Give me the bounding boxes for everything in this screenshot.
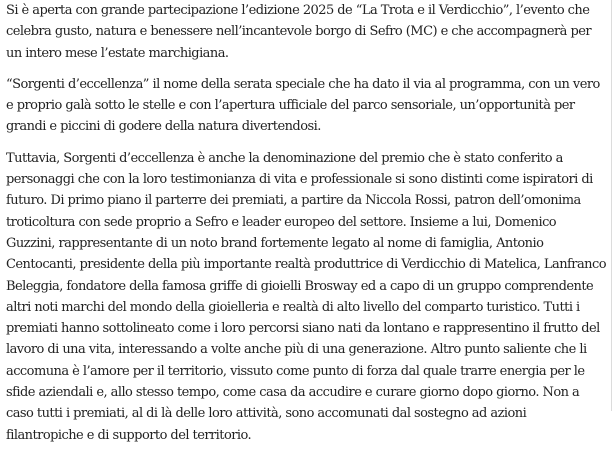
article-paragraph-2: “Sorgenti d’eccellenza” il nome della serata speciale che ha dato il via al programma, con un vero e proprio galà sotto le stelle e con l’apertura ufficiale del parco sensoriale, un’opportunità per grandi e piccini di godere della natura divertendosi.	[6, 76, 600, 135]
article-body	[6, 0, 606, 456]
article-paragraph-1: Si è aperta con grande partecipazione l’edizione 2025 de “La Trota e il Verdicchio”, l’evento che celebra gusto, natura e benessere nell’incantevole borgo di Sefro (MC) e che accompagnerà per un intero mese l’estate marchigiana.	[6, 3, 592, 61]
article-paragraph-3: Tuttavia, Sorgenti d’eccellenza è anche la denominazione del premio che è stato conferito a personaggi che con la loro testimonianza di vita e professionale si sono distinti come ispiratori di futuro. Di primo piano il parterre dei premiati, a partire da Niccola Rossi, patron dell’omonima troticoltura con sede proprio a Sefro e leader europeo del settore. Insieme a lui, Domenico Guzzini, rappresentante di un noto brand fortemente legato al nome di famiglia, Antonio Centocanti, presidente della più importante realtà produttrice di Verdicchio di Matelica, Lanfranco Beleggia, fondatore della famosa griffe di gioielli Brosway ed a capo di un gruppo comprendente altri noti marchi del mondo della gioielleria e realtà di alto livello del comparto turistico. Tutti i premiati hanno sottolineato come i loro percorsi siano nati da lontano e rappresentino il frutto del lavoro di una vita, interessando a volte anche più di una generazione. Altro punto saliente che li accomuna è l’amore per il territorio, vissuto come punto di forza dal quale trarre energia per le sfide aziendali e, allo stesso tempo, come casa da accudire e curare giorno dopo giorno. Non a caso tutti i premiati, al di là delle loro attività, sono accomunati dal sostegno ad azioni filantropiche e di supporto del territorio.	[6, 150, 606, 443]
